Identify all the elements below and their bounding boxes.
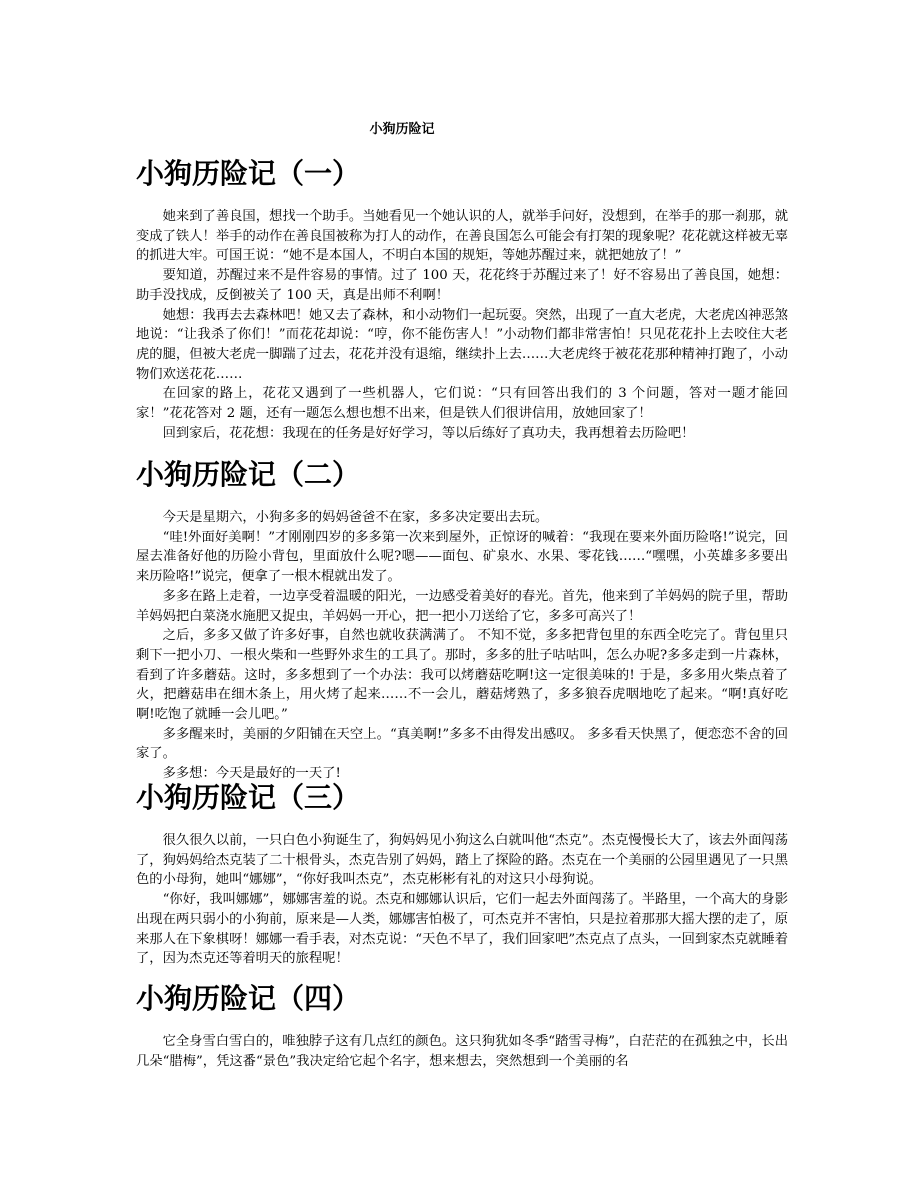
section-heading: 小狗历险记（四） (136, 982, 361, 1015)
paragraph: “你好，我叫娜娜”，娜娜害羞的说。杰克和娜娜认识后，它们一起去外面闯荡了。半路里，一个高大的身影出现在两只弱小的小狗前，原来是—人类，娜娜害怕极了，可杰克并不害怕，只是拉着那那大摇大摆的走了，原来那人在下象棋呀！娜娜一看手表，对杰克说：“天色不早了，我们回家吧”杰克点了点头，一回到家杰克就睡着了，因为杰克还等着明天的旅程呢！ (136, 892, 788, 967)
paragraph: 很久很久以前，一只白色小狗诞生了，狗妈妈见小狗这么白就叫他“杰克”。杰克慢慢长大了，该去外面闯荡了，狗妈妈给杰克装了二十根骨头，杰克告别了妈妈，踏上了探险的路。杰克在一个美丽的公园里遇见了一只黑色的小母狗，她叫“娜娜”，“你好我叫杰克”，杰克彬彬有礼的对这只小母狗说。 (136, 833, 788, 888)
paragraph: 在回家的路上，花花又遇到了一些机器人，它们说：“只有回答出我们的 3 个问题，答对一题才能回家！”花花答对 2 题，还有一题怎么想也想不出来，但是铁人们很讲信用，放她回家了！ (136, 386, 788, 422)
page-title: 小狗历险记 (369, 122, 435, 137)
paragraph: 她想：我再去去森林吧！她又去了森林，和小动物们一起玩耍。突然，出现了一直大老虎，大老虎凶神恶煞地说：“让我杀了你们！”而花花却说：“哼，你不能伤害人！”小动物们都非常害怕！只见花花扑上去咬住大老虎的腿，但被大老虎一脚踹了过去，花花并没有退缩，继续扑上去……大老虎终于被花花那种精神打跑了，小动物们欢送花花…… (136, 307, 788, 382)
paragraph: 它全身雪白雪白的，唯独脖子这有几点红的颜色。这只狗犹如冬季“踏雪寻梅”，白茫茫的在孤独之中，长出几朵“腊梅”，凭这番“景色”我决定给它起个名字，想来想去，突然想到一个美丽的名 (136, 1034, 788, 1069)
paragraph: “哇!外面好美啊！”才刚刚四岁的多多第一次来到屋外，正惊讶的喊着：“我现在要来外面历险咯!”说完，回屋去准备好他的历险小背包，里面放什么呢?嗯——面包、矿泉水、水果、零花钱……“嘿嘿，小英雄多多要出来历险咯!”说完，便拿了一根木棍就出发了。 (136, 529, 788, 585)
section-3 (136, 781, 788, 969)
section-heading: 小狗历险记（三） (136, 781, 361, 814)
section-2 (136, 458, 788, 784)
paragraph: 多多想：今天是最好的一天了! (162, 766, 341, 782)
paragraph: 她来到了善良国，想找一个助手。当她看见一个她认识的人，就举手问好，没想到，在举手的那一刹那，就变成了铁人！举手的动作在善良国被称为打人的动作，在善良国怎么可能会有打架的现象呢？花花就这样被无辜的抓进大牢。可国王说：“她不是本国人，不明白本国的规矩，等她苏醒过来，就把她放了！” (136, 209, 788, 264)
section-4 (136, 982, 788, 1071)
section-heading: 小狗历险记（一） (136, 157, 361, 190)
paragraph: 今天是星期六，小狗多多的妈妈爸爸不在家，多多决定要出去玩。 (162, 510, 549, 525)
paragraph: 回到家后，花花想：我现在的任务是好好学习，等以后练好了真功夫，我再想着去历险吧！ (162, 425, 695, 441)
section-1 (136, 157, 788, 443)
paragraph: 要知道，苏醒过来不是件容易的事情。过了 100 天，花花终于苏醒过来了！好不容易出了善良国，她想：助手没找成，反倒被关了 100 天，真是出师不利啊！ (136, 268, 788, 303)
section-heading: 小狗历险记（二） (136, 458, 361, 491)
paragraph: 多多在路上走着，一边享受着温暖的阳光，一边感受着美好的春光。首先，他来到了羊妈妈的院子里，帮助羊妈妈把白菜浇水施肥又捉虫，羊妈妈一开心，把一把小刀送给了它，多多可高兴了！ (136, 588, 788, 624)
paragraph: 多多醒来时，美丽的夕阳铺在天空上。“真美啊!”多多不由得发出感叹。 多多看天快黑了，便恋恋不舍的回家了。 (136, 726, 788, 762)
paragraph: 之后，多多又做了许多好事，自然也就收获满满了。 不知不觉，多多把背包里的东西全吃完了。背包里只剩下一把小刀、一根火柴和一些野外求生的工具了。那时，多多的肚子咕咕叫，怎么办呢?多多走到一片森林，看到了许多蘑菇。这时，多多想到了一个办法：我可以烤蘑菇吃啊!这一定很美味的! 于是，多多用火柴点着了火，把蘑菇串在细木条上，用火烤了起来……不一会儿，蘑菇烤熟了，多多狼吞虎咽地吃了起来。“啊!真好吃啊!吃饱了就睡一会儿吧。” (136, 628, 788, 723)
